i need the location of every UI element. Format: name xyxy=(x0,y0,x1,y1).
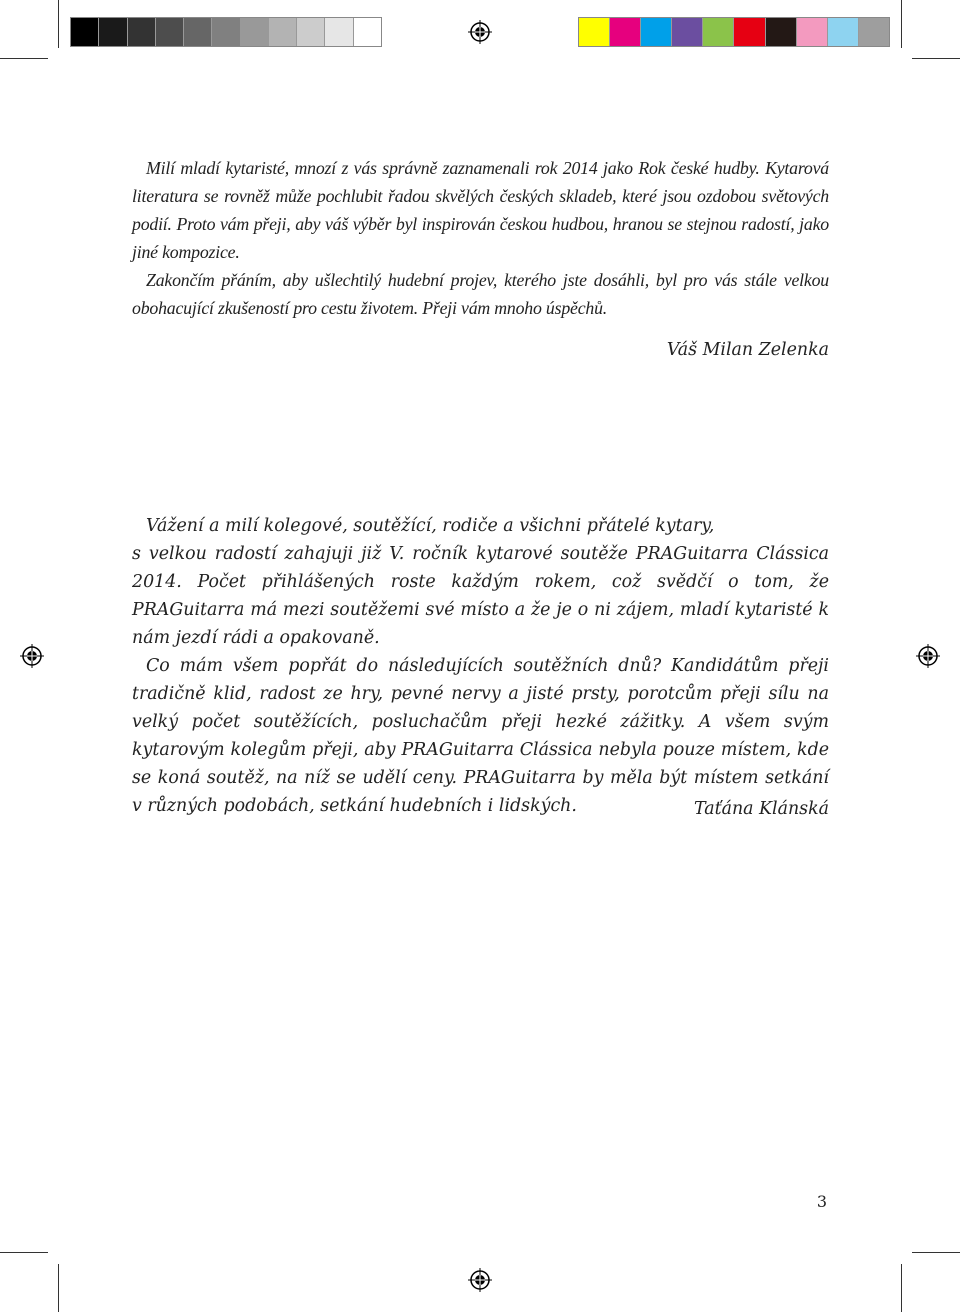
letter-1-paragraph: Zakončím přáním, aby ušlechtilý hudební projev, kterého jste dosáhli, byl pro vás stále velkou obohacující zkušeností pro cestu životem. Přeji vám mnoho úspěchů. xyxy=(132,270,829,318)
gray-swatch xyxy=(325,18,353,46)
color-swatch xyxy=(766,18,797,46)
gray-swatch xyxy=(297,18,325,46)
letter-2-signature: Taťána Klánská xyxy=(693,799,829,819)
crop-mark xyxy=(901,0,902,48)
crop-mark xyxy=(0,58,48,59)
gray-swatch xyxy=(128,18,156,46)
color-bar-process-colors xyxy=(578,17,890,47)
registration-mark-bottom-icon xyxy=(468,1268,492,1292)
registration-mark-right-icon xyxy=(916,644,940,668)
gray-swatch xyxy=(269,18,297,46)
crop-mark xyxy=(58,0,59,48)
color-swatch xyxy=(734,18,765,46)
color-swatch xyxy=(641,18,672,46)
color-swatch xyxy=(703,18,734,46)
color-swatch xyxy=(797,18,828,46)
crop-mark xyxy=(912,1252,960,1253)
crop-mark xyxy=(901,1264,902,1312)
letter-2-greeting: Vážení a milí kolegové, soutěžící, rodiče a všichni přátelé kytary, xyxy=(146,516,715,536)
gray-swatch xyxy=(184,18,212,46)
gray-swatch xyxy=(212,18,240,46)
letter-2-paragraph: Co mám všem popřát do následujících soutěžních dnů? Kandidátům přeji tradičně klid, radost ze hry, pevné nervy a jisté prsty, porotcům přeji sílu na velký počet soutěžících, posluchačům přeji hezké zážitky. A všem svým kytarovým kolegům přeji, aby PRAGuitarra Clássica nebyla pouze místem, kde se koná soutěž, na níž se udělí ceny. PRAGuitarra by měla být místem setkání v různých podobách, setkání hudebních i lidských. xyxy=(132,656,829,816)
letter-2-paragraph: s velkou radostí zahajuji již V. ročník kytarové soutěže PRAGuitarra Clássica 2014. Počet přihlášených roste každým rokem, což svědčí o tom, že PRAGuitarra má mezi soutěžemi své místo a že je o ni zájem, mladí kytaristé k nám jezdí rádi a opakovaně. xyxy=(132,544,829,648)
color-swatch xyxy=(672,18,703,46)
crop-mark xyxy=(912,58,960,59)
registration-mark-left-icon xyxy=(20,644,44,668)
letter-1 xyxy=(132,154,829,322)
gray-swatch xyxy=(241,18,269,46)
page-number: 3 xyxy=(816,1192,827,1211)
color-bar-grayscale xyxy=(70,17,382,47)
letter-1-signature: Váš Milan Zelenka xyxy=(666,340,829,360)
gray-swatch xyxy=(99,18,127,46)
crop-mark xyxy=(58,1264,59,1312)
gray-swatch xyxy=(156,18,184,46)
registration-mark-top-icon xyxy=(468,20,492,44)
gray-swatch xyxy=(71,18,99,46)
color-swatch xyxy=(828,18,859,46)
gray-swatch xyxy=(354,18,381,46)
crop-mark xyxy=(0,1252,48,1253)
letter-2 xyxy=(132,512,829,820)
color-swatch xyxy=(579,18,610,46)
color-swatch xyxy=(610,18,641,46)
letter-1-paragraph: Milí mladí kytaristé, mnozí z vás správně zaznamenali rok 2014 jako Rok české hudby. Kytarová literatura se rovněž může pochlubit řadou skvělých českých skladeb, které jsou ozdobou světových podií. Proto vám přeji, aby váš výběr byl inspirován českou hudbou, hranou se stejnou radostí, jako jiné kompozice. xyxy=(132,158,829,262)
color-swatch xyxy=(859,18,889,46)
